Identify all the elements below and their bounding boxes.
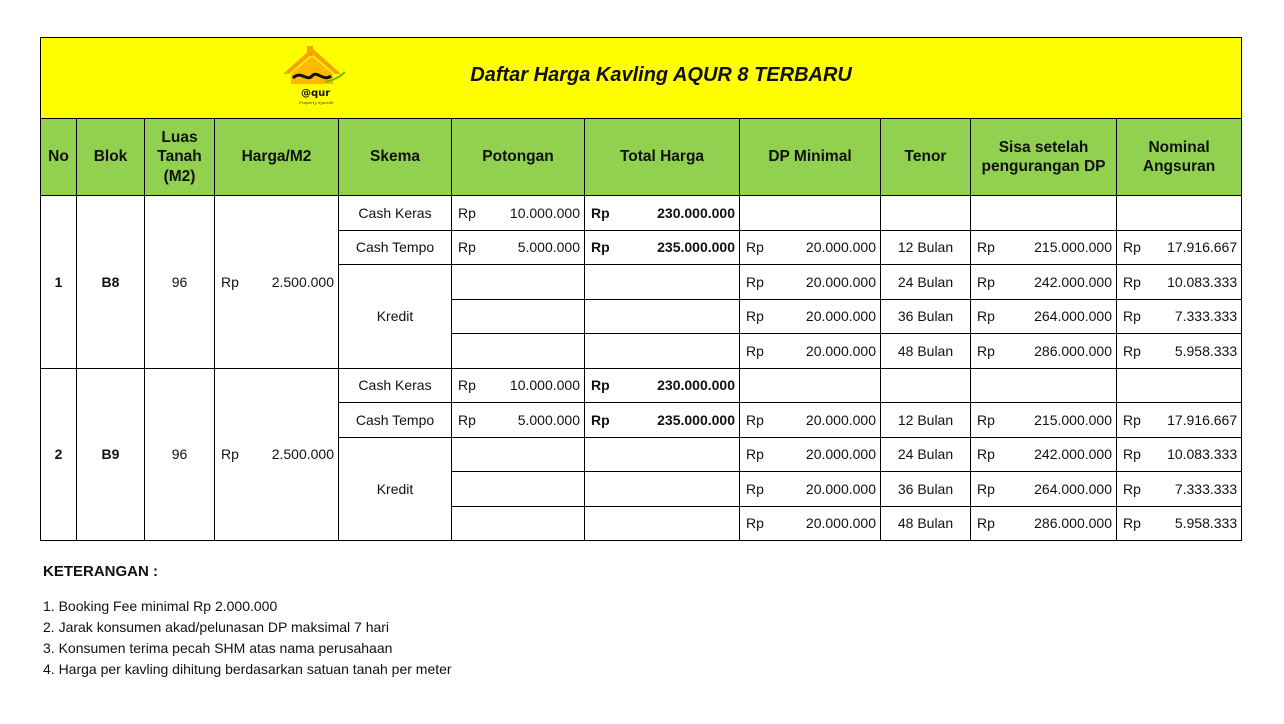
amount-value: 20.000.000 xyxy=(805,342,876,359)
dp-cell xyxy=(740,299,881,334)
amount-value: 242.000.000 xyxy=(1034,273,1112,290)
currency-label: Rp xyxy=(1123,411,1141,428)
sisa-cell xyxy=(971,368,1117,403)
amount-value: 5.000.000 xyxy=(517,239,580,256)
dp-cell xyxy=(740,403,881,438)
note-item: 2. Jarak konsumen akad/pelunasan DP maksimal 7 hari xyxy=(43,619,390,635)
table-row xyxy=(41,368,1242,403)
amount-value: 5.000.000 xyxy=(517,411,580,428)
potongan-cell xyxy=(452,265,585,300)
logo-tagline: Property Syariah xyxy=(299,100,334,105)
amount-value: 5.958.333 xyxy=(1174,342,1238,359)
note-item: 1. Booking Fee minimal Rp 2.000.000 xyxy=(43,598,278,614)
amount-value: 17.916.667 xyxy=(1167,239,1238,256)
potongan-cell xyxy=(452,472,585,507)
harga-m2-cell xyxy=(215,368,339,541)
column-header: Sisa setelah pengurangan DP xyxy=(971,119,1117,196)
skema-cell: Kredit xyxy=(339,437,452,541)
total-harga-cell xyxy=(585,437,740,472)
total-harga-cell xyxy=(585,196,740,231)
price-table xyxy=(40,37,1242,541)
currency-label: Rp xyxy=(1123,446,1141,463)
amount-value: 10.083.333 xyxy=(1167,446,1238,463)
angsuran-cell xyxy=(1117,334,1242,369)
currency-label: Rp xyxy=(458,411,476,428)
potongan-cell xyxy=(452,437,585,472)
dp-cell xyxy=(740,196,881,231)
price-list-sheet xyxy=(40,37,1241,541)
currency-label: Rp xyxy=(221,446,239,463)
currency-label: Rp xyxy=(746,273,764,290)
total-harga-cell xyxy=(585,334,740,369)
angsuran-cell xyxy=(1117,368,1242,403)
currency-label: Rp xyxy=(746,342,764,359)
skema-cell: Cash Tempo xyxy=(339,403,452,438)
table-row xyxy=(41,196,1242,231)
total-harga-cell xyxy=(585,230,740,265)
currency-label: Rp xyxy=(977,446,995,463)
amount-value: 10.083.333 xyxy=(1167,273,1238,290)
sisa-cell xyxy=(971,299,1117,334)
amount-value: 20.000.000 xyxy=(805,411,876,428)
currency-label: Rp xyxy=(1123,308,1141,325)
skema-cell: Cash Tempo xyxy=(339,230,452,265)
column-header: Total Harga xyxy=(585,119,740,196)
tenor-cell: 48 Bulan xyxy=(881,506,971,541)
amount-value: 215.000.000 xyxy=(1034,239,1112,256)
total-harga-cell xyxy=(585,299,740,334)
angsuran-cell xyxy=(1117,299,1242,334)
currency-label: Rp xyxy=(591,204,610,221)
angsuran-cell xyxy=(1117,506,1242,541)
amount-value: 7.333.333 xyxy=(1174,308,1238,325)
potongan-cell xyxy=(452,334,585,369)
no-cell: 2 xyxy=(41,368,77,541)
tenor-cell: 24 Bulan xyxy=(881,437,971,472)
currency-label: Rp xyxy=(977,342,995,359)
column-header: Tenor xyxy=(881,119,971,196)
amount-value: 286.000.000 xyxy=(1034,342,1112,359)
harga-m2-cell xyxy=(215,196,339,369)
currency-label: Rp xyxy=(977,239,995,256)
sisa-cell xyxy=(971,265,1117,300)
blok-cell: B9 xyxy=(77,368,145,541)
tenor-cell xyxy=(881,196,971,231)
amount-value: 20.000.000 xyxy=(805,446,876,463)
notes-title: KETERANGAN : xyxy=(43,563,158,580)
total-harga-cell xyxy=(585,368,740,403)
amount-value: 264.000.000 xyxy=(1034,308,1112,325)
column-header: Potongan xyxy=(452,119,585,196)
currency-label: Rp xyxy=(746,308,764,325)
amount-value: 264.000.000 xyxy=(1034,480,1112,497)
potongan-cell xyxy=(452,403,585,438)
dp-cell xyxy=(740,334,881,369)
column-header: No xyxy=(41,119,77,196)
currency-label: Rp xyxy=(591,411,610,428)
currency-label: Rp xyxy=(746,411,764,428)
currency-label: Rp xyxy=(746,239,764,256)
title-banner xyxy=(41,38,1242,119)
potongan-cell xyxy=(452,299,585,334)
amount-value: 20.000.000 xyxy=(805,480,876,497)
sisa-cell xyxy=(971,196,1117,231)
total-harga-cell xyxy=(585,472,740,507)
column-header: Blok xyxy=(77,119,145,196)
tenor-cell: 12 Bulan xyxy=(881,403,971,438)
potongan-cell xyxy=(452,196,585,231)
currency-label: Rp xyxy=(458,377,476,394)
currency-label: Rp xyxy=(1123,273,1141,290)
column-header: Skema xyxy=(339,119,452,196)
amount-value: 17.916.667 xyxy=(1167,411,1238,428)
angsuran-cell xyxy=(1117,437,1242,472)
luas-cell: 96 xyxy=(145,196,215,369)
currency-label: Rp xyxy=(1123,239,1141,256)
sisa-cell xyxy=(971,506,1117,541)
tenor-cell xyxy=(881,368,971,403)
tenor-cell: 12 Bulan xyxy=(881,230,971,265)
amount-value: 10.000.000 xyxy=(509,377,580,394)
potongan-cell xyxy=(452,368,585,403)
sisa-cell xyxy=(971,230,1117,265)
note-item: 3. Konsumen terima pecah SHM atas nama perusahaan xyxy=(43,640,393,656)
amount-value: 20.000.000 xyxy=(805,308,876,325)
dp-cell xyxy=(740,472,881,507)
sisa-cell xyxy=(971,334,1117,369)
amount-value: 20.000.000 xyxy=(805,273,876,290)
amount-value: 10.000.000 xyxy=(509,204,580,221)
page-title: Daftar Harga Kavling AQUR 8 TERBARU xyxy=(470,64,852,86)
angsuran-cell xyxy=(1117,265,1242,300)
currency-label: Rp xyxy=(458,204,476,221)
note-item: 4. Harga per kavling dihitung berdasarkan satuan tanah per meter xyxy=(43,661,452,677)
currency-label: Rp xyxy=(977,480,995,497)
amount-value: 20.000.000 xyxy=(805,239,876,256)
tenor-cell: 36 Bulan xyxy=(881,299,971,334)
amount-value: 242.000.000 xyxy=(1034,446,1112,463)
sisa-cell xyxy=(971,403,1117,438)
tenor-cell: 24 Bulan xyxy=(881,265,971,300)
currency-label: Rp xyxy=(591,239,610,256)
skema-cell: Kredit xyxy=(339,265,452,369)
amount-value: 2.500.000 xyxy=(271,273,334,290)
currency-label: Rp xyxy=(977,273,995,290)
currency-label: Rp xyxy=(1123,515,1141,532)
tenor-cell: 48 Bulan xyxy=(881,334,971,369)
currency-label: Rp xyxy=(1123,480,1141,497)
notes-section xyxy=(43,563,452,680)
total-harga-cell xyxy=(585,403,740,438)
column-header: Nominal Angsuran xyxy=(1117,119,1242,196)
amount-value: 230.000.000 xyxy=(657,204,735,221)
amount-value: 20.000.000 xyxy=(805,515,876,532)
angsuran-cell xyxy=(1117,403,1242,438)
amount-value: 7.333.333 xyxy=(1174,480,1238,497)
amount-value: 230.000.000 xyxy=(657,377,735,394)
tenor-cell: 36 Bulan xyxy=(881,472,971,507)
dp-cell xyxy=(740,368,881,403)
amount-value: 235.000.000 xyxy=(657,239,735,256)
angsuran-cell xyxy=(1117,472,1242,507)
column-header: Luas Tanah (M2) xyxy=(145,119,215,196)
column-header: DP Minimal xyxy=(740,119,881,196)
total-harga-cell xyxy=(585,506,740,541)
currency-label: Rp xyxy=(221,273,239,290)
sisa-cell xyxy=(971,437,1117,472)
angsuran-cell xyxy=(1117,230,1242,265)
currency-label: Rp xyxy=(591,377,610,394)
amount-value: 286.000.000 xyxy=(1034,515,1112,532)
currency-label: Rp xyxy=(746,515,764,532)
amount-value: 5.958.333 xyxy=(1174,515,1238,532)
sisa-cell xyxy=(971,472,1117,507)
amount-value: 215.000.000 xyxy=(1034,411,1112,428)
skema-cell: Cash Keras xyxy=(339,196,452,231)
dp-cell xyxy=(740,506,881,541)
dp-cell xyxy=(740,265,881,300)
currency-label: Rp xyxy=(977,411,995,428)
total-harga-cell xyxy=(585,265,740,300)
blok-cell: B8 xyxy=(77,196,145,369)
logo-text: @qur xyxy=(301,88,331,99)
no-cell: 1 xyxy=(41,196,77,369)
table-header-row xyxy=(41,119,1242,196)
amount-value: 235.000.000 xyxy=(657,411,735,428)
angsuran-cell xyxy=(1117,196,1242,231)
currency-label: Rp xyxy=(977,308,995,325)
potongan-cell xyxy=(452,230,585,265)
dp-cell xyxy=(740,437,881,472)
amount-value: 2.500.000 xyxy=(271,446,334,463)
skema-cell: Cash Keras xyxy=(339,368,452,403)
dp-cell xyxy=(740,230,881,265)
currency-label: Rp xyxy=(746,446,764,463)
currency-label: Rp xyxy=(1123,342,1141,359)
luas-cell: 96 xyxy=(145,368,215,541)
notes-list xyxy=(43,596,452,680)
column-header: Harga/M2 xyxy=(215,119,339,196)
currency-label: Rp xyxy=(458,239,476,256)
currency-label: Rp xyxy=(746,480,764,497)
potongan-cell xyxy=(452,506,585,541)
currency-label: Rp xyxy=(977,515,995,532)
